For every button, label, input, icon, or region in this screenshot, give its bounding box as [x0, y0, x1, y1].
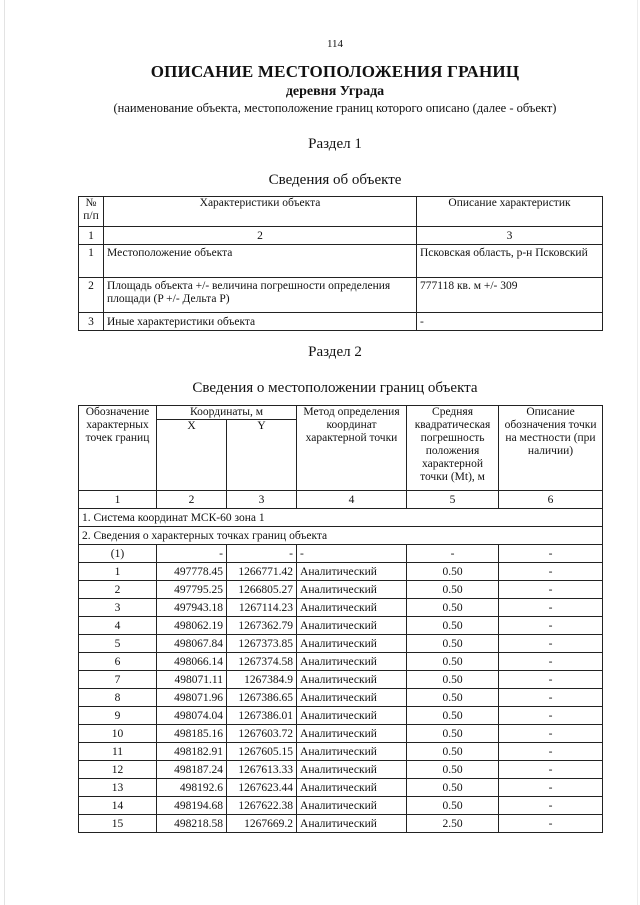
row-characteristic: Местоположение объекта	[104, 245, 417, 278]
point-description: -	[499, 653, 603, 671]
coord-x: 498187.24	[157, 761, 227, 779]
coord-x: 498074.04	[157, 707, 227, 725]
table-row	[79, 761, 603, 779]
header-description: Описание обозначения точки на местности (при наличии)	[499, 406, 603, 491]
point-id: 14	[79, 797, 157, 815]
section1-label: Раздел 1	[308, 136, 362, 152]
table-row	[79, 815, 603, 833]
coord-x: 498071.11	[157, 671, 227, 689]
coord-y: 1267362.79	[227, 617, 297, 635]
coord-x: 498062.19	[157, 617, 227, 635]
header-point: Обозначение характерных точек границ	[79, 406, 157, 491]
object-name: деревня Уграда	[285, 84, 385, 99]
coord-x: 498194.68	[157, 797, 227, 815]
point-description: -	[499, 635, 603, 653]
coord-x: -	[157, 545, 227, 563]
header-method: Метод определения координат характерной точки	[297, 406, 407, 491]
accuracy: -	[407, 545, 499, 563]
accuracy: 0.50	[407, 563, 499, 581]
point-description: -	[499, 599, 603, 617]
coord-y: 1267605.15	[227, 743, 297, 761]
column-number: 4	[297, 491, 407, 509]
table-row	[79, 617, 603, 635]
accuracy: 0.50	[407, 617, 499, 635]
point-id: 2	[79, 581, 157, 599]
boundary-points-table	[78, 405, 603, 833]
document-title: ОПИСАНИЕ МЕСТОПОЛОЖЕНИЯ ГРАНИЦ	[150, 62, 520, 81]
point-description: -	[499, 797, 603, 815]
row-description: Псковская область, р-н Псковский	[417, 245, 603, 278]
method: Аналитический	[297, 743, 407, 761]
point-description: -	[499, 545, 603, 563]
accuracy: 0.50	[407, 653, 499, 671]
coord-x: 498192.6	[157, 779, 227, 797]
accuracy: 0.50	[407, 689, 499, 707]
point-id: 6	[79, 653, 157, 671]
header-description: Описание характеристик	[417, 197, 603, 227]
table-row	[79, 653, 603, 671]
table-row	[79, 689, 603, 707]
point-description: -	[499, 779, 603, 797]
method: Аналитический	[297, 779, 407, 797]
method: Аналитический	[297, 671, 407, 689]
coord-x: 497778.45	[157, 563, 227, 581]
table-header-row	[79, 197, 603, 227]
point-description: -	[499, 689, 603, 707]
page-number: 114	[326, 38, 344, 50]
accuracy: 0.50	[407, 671, 499, 689]
row-description: 777118 кв. м +/- 309	[417, 278, 603, 313]
table-row	[79, 797, 603, 815]
coord-y: 1267384.9	[227, 671, 297, 689]
table-row	[79, 707, 603, 725]
coord-x: 498182.91	[157, 743, 227, 761]
row-number: 3	[79, 313, 104, 331]
coord-y: 1267114.23	[227, 599, 297, 617]
coord-y: 1267373.85	[227, 635, 297, 653]
section1-heading: Сведения об объекте	[268, 172, 402, 188]
table-header-row	[79, 406, 603, 420]
header-characteristic: Характеристики объекта	[104, 197, 417, 227]
method: Аналитический	[297, 707, 407, 725]
point-id: 4	[79, 617, 157, 635]
column-number-row	[79, 227, 603, 245]
column-number: 2	[104, 227, 417, 245]
coord-x: 497795.25	[157, 581, 227, 599]
points-heading: 2. Сведения о характерных точках границ объекта	[79, 527, 603, 545]
coord-y: 1266771.42	[227, 563, 297, 581]
coord-x: 498066.14	[157, 653, 227, 671]
method: Аналитический	[297, 797, 407, 815]
header-x: X	[157, 420, 227, 491]
header-y: Y	[227, 420, 297, 491]
header-number: № п/п	[79, 197, 104, 227]
table-row	[79, 563, 603, 581]
coord-y: 1267386.01	[227, 707, 297, 725]
point-description: -	[499, 761, 603, 779]
accuracy: 0.50	[407, 761, 499, 779]
point-description: -	[499, 581, 603, 599]
table-row	[79, 599, 603, 617]
coordinate-system: 1. Система координат МСК-60 зона 1	[79, 509, 603, 527]
point-id: (1)	[79, 545, 157, 563]
method: Аналитический	[297, 815, 407, 833]
table-row	[79, 313, 603, 331]
table-row	[79, 779, 603, 797]
method: Аналитический	[297, 563, 407, 581]
column-number-row	[79, 491, 603, 509]
coord-y: 1266805.27	[227, 581, 297, 599]
table-row	[79, 245, 603, 278]
point-id: 5	[79, 635, 157, 653]
row-number: 1	[79, 245, 104, 278]
accuracy: 0.50	[407, 797, 499, 815]
accuracy: 0.50	[407, 599, 499, 617]
point-description: -	[499, 617, 603, 635]
row-characteristic: Площадь объекта +/- величина погрешности определения площади (P +/- Дельта P)	[104, 278, 417, 313]
header-coordinates: Координаты, м	[157, 406, 297, 420]
method: -	[297, 545, 407, 563]
coord-y: 1267622.38	[227, 797, 297, 815]
accuracy: 2.50	[407, 815, 499, 833]
accuracy: 0.50	[407, 635, 499, 653]
accuracy: 0.50	[407, 707, 499, 725]
coord-y: 1267669.2	[227, 815, 297, 833]
coord-x: 498067.84	[157, 635, 227, 653]
column-number: 3	[227, 491, 297, 509]
column-number: 2	[157, 491, 227, 509]
table-row	[79, 635, 603, 653]
table-row	[79, 545, 603, 563]
system-row	[79, 509, 603, 527]
coord-y: 1267386.65	[227, 689, 297, 707]
method: Аналитический	[297, 599, 407, 617]
table-row	[79, 581, 603, 599]
method: Аналитический	[297, 761, 407, 779]
table-row	[79, 725, 603, 743]
point-id: 8	[79, 689, 157, 707]
point-id: 11	[79, 743, 157, 761]
coord-y: 1267603.72	[227, 725, 297, 743]
point-description: -	[499, 563, 603, 581]
method: Аналитический	[297, 725, 407, 743]
column-number: 6	[499, 491, 603, 509]
header-accuracy: Средняя квадратическая погрешность положения характерной точки (Mt), м	[407, 406, 499, 491]
coord-y: -	[227, 545, 297, 563]
coord-y: 1267613.33	[227, 761, 297, 779]
column-number: 5	[407, 491, 499, 509]
row-description: -	[417, 313, 603, 331]
section2-heading: Сведения о местоположении границ объекта	[192, 380, 478, 396]
accuracy: 0.50	[407, 725, 499, 743]
row-number: 2	[79, 278, 104, 313]
point-id: 1	[79, 563, 157, 581]
table-row	[79, 671, 603, 689]
object-info-table	[78, 196, 603, 331]
point-id: 12	[79, 761, 157, 779]
accuracy: 0.50	[407, 581, 499, 599]
point-id: 9	[79, 707, 157, 725]
accuracy: 0.50	[407, 743, 499, 761]
table-row	[79, 743, 603, 761]
coord-y: 1267623.44	[227, 779, 297, 797]
points-heading-row	[79, 527, 603, 545]
point-id: 15	[79, 815, 157, 833]
accuracy: 0.50	[407, 779, 499, 797]
point-id: 10	[79, 725, 157, 743]
point-description: -	[499, 743, 603, 761]
coord-x: 497943.18	[157, 599, 227, 617]
point-description: -	[499, 725, 603, 743]
row-characteristic: Иные характеристики объекта	[104, 313, 417, 331]
column-number: 1	[79, 227, 104, 245]
section2-label: Раздел 2	[308, 344, 362, 360]
point-id: 13	[79, 779, 157, 797]
method: Аналитический	[297, 635, 407, 653]
method: Аналитический	[297, 617, 407, 635]
table-row	[79, 278, 603, 313]
column-number: 1	[79, 491, 157, 509]
coord-x: 498218.58	[157, 815, 227, 833]
point-description: -	[499, 815, 603, 833]
coord-y: 1267374.58	[227, 653, 297, 671]
coord-x: 498071.96	[157, 689, 227, 707]
method: Аналитический	[297, 581, 407, 599]
column-number: 3	[417, 227, 603, 245]
point-description: -	[499, 671, 603, 689]
coord-x: 498185.16	[157, 725, 227, 743]
object-name-note: (наименование объекта, местоположение границ которого описано (далее - объект)	[113, 101, 557, 115]
method: Аналитический	[297, 653, 407, 671]
point-id: 3	[79, 599, 157, 617]
method: Аналитический	[297, 689, 407, 707]
point-description: -	[499, 707, 603, 725]
point-id: 7	[79, 671, 157, 689]
